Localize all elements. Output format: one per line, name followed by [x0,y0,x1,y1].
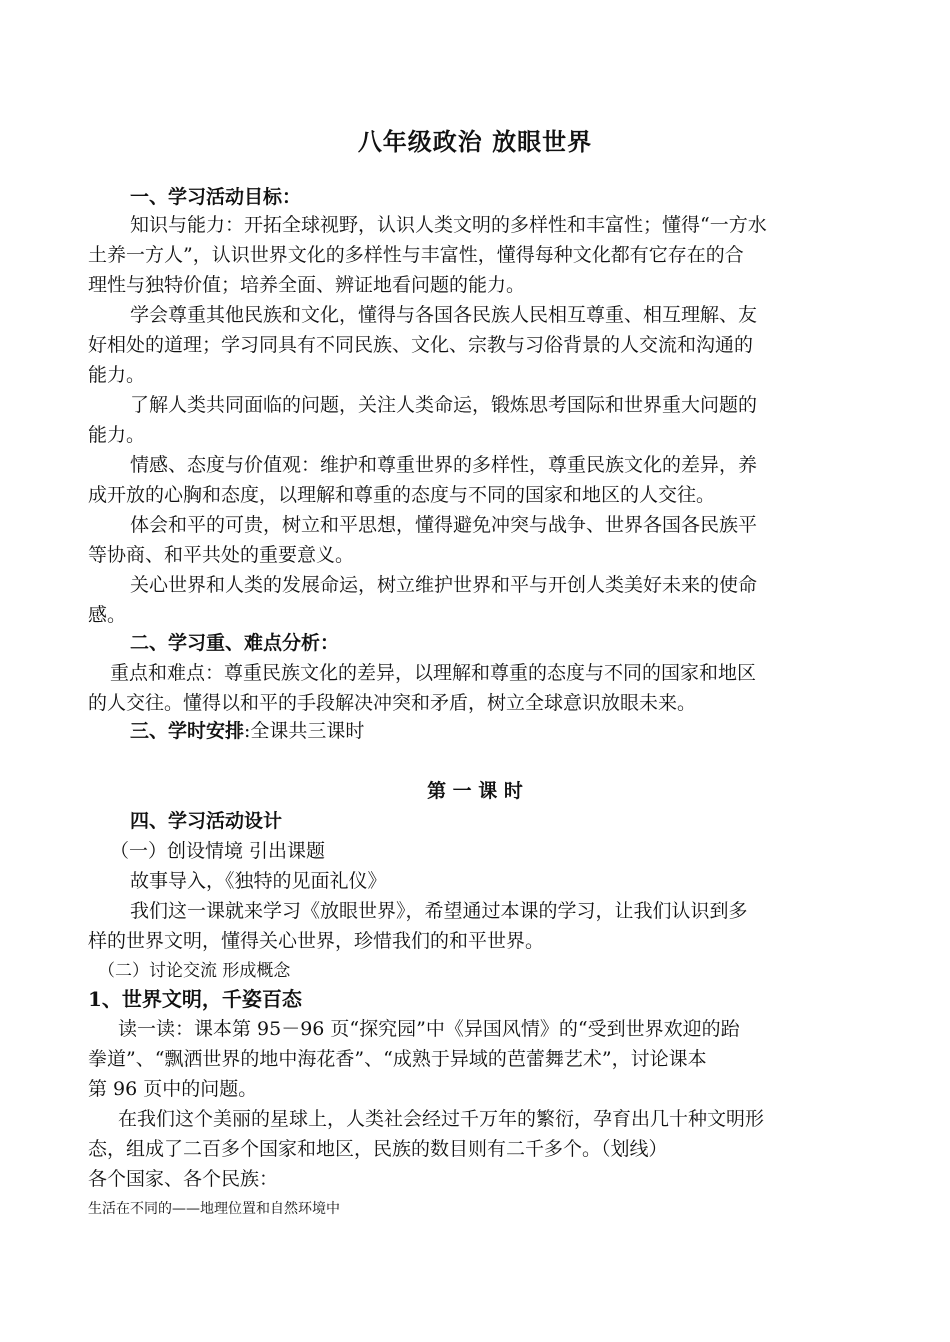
section-heading-goals: 一、学习活动目标： [130,186,302,208]
paragraph-line: 学会尊重其他民族和文化，懂得与各国各民族人民相互尊重、相互理解、友 [130,304,758,326]
paragraph-line: 了解人类共同面临的问题，关注人类命运，锻炼思考国际和世界重大问题的 [130,394,758,416]
paragraph-line: 我们这一课就来学习《放眼世界》，希望通过本课的学习，让我们认识到多 [130,900,748,922]
page-title: 八年级政治 放眼世界 [357,127,593,156]
paragraph-line: 态，组成了二百多个国家和地区，民族的数目则有二千多个。（划线） [88,1138,668,1160]
paragraph-line: 拳道”、“飘洒世界的地中海花香”、“成熟于异域的芭蕾舞艺术”，讨论课本 [88,1048,707,1070]
paragraph-line: 各个国家、各个民族： [88,1168,279,1190]
paragraph-line: 第 96 页中的问题。 [88,1078,258,1100]
subsection-heading: （二）讨论交流 形成概念 [98,961,291,981]
paragraph-line: 感。 [88,604,127,626]
paragraph-line: 能力。 [88,364,146,386]
part-heading: 1、世界文明，千姿百态 [88,987,302,1011]
section-heading-focus: 二、学习重、难点分析： [130,632,340,654]
paragraph-line: 知识与能力：开拓全球视野，认识人类文明的多样性和丰富性；懂得“一方水 [130,214,767,236]
subsection-heading: （一）创设情境 引出课题 [110,840,326,862]
section-heading-schedule [130,718,364,744]
paragraph-line: 关心世界和人类的发展命运，树立维护世界和平与开创人类美好未来的使命 [130,574,758,596]
paragraph-line: 好相处的道理；学习同具有不同民族、文化、宗教与习俗背景的人交流和沟通的 [88,334,754,356]
paragraph-line: 等协商、和平共处的重要意义。 [88,544,355,566]
paragraph-line: 体会和平的可贵，树立和平思想，懂得避免冲突与战争、世界各国各民族平 [130,514,758,536]
paragraph-line: 故事导入，《独特的见面礼仪》 [130,870,387,892]
note-line: 生活在不同的——地理位置和自然环境中 [88,1201,340,1217]
schedule-label: 三、学时安排 [130,720,245,742]
paragraph-line: 重点和难点：尊重民族文化的差异，以理解和尊重的态度与不同的国家和地区 [110,662,757,684]
lesson-title: 第 一 课 时 [427,780,523,802]
paragraph-line: 情感、态度与价值观：维护和尊重世界的多样性，尊重民族文化的差异，养 [130,454,758,476]
paragraph-line: 样的世界文明，懂得关心世界，珍惜我们的和平世界。 [88,930,545,952]
paragraph-line: 的人交往。懂得以和平的手段解决冲突和矛盾，树立全球意识放眼未来。 [88,692,697,714]
paragraph-line: 土养一方人”，认识世界文化的多样性与丰富性，懂得每种文化都有它存在的合 [88,244,744,266]
paragraph-line: 能力。 [88,424,146,446]
section-heading-design: 四、学习活动设计 [130,810,283,832]
schedule-text: :全课共三课时 [244,720,365,742]
paragraph-line: 成开放的心胸和态度，以理解和尊重的态度与不同的国家和地区的人交往。 [88,484,716,506]
paragraph-line: 在我们这个美丽的星球上，人类社会经过千万年的繁衍，孕育出几十种文明形 [118,1108,765,1130]
paragraph-line: 读一读：课本第 95－96 页“探究园”中《异国风情》的“受到世界欢迎的跆 [118,1018,740,1040]
paragraph-line: 理性与独特价值；培养全面、辨证地看问题的能力。 [88,274,526,296]
